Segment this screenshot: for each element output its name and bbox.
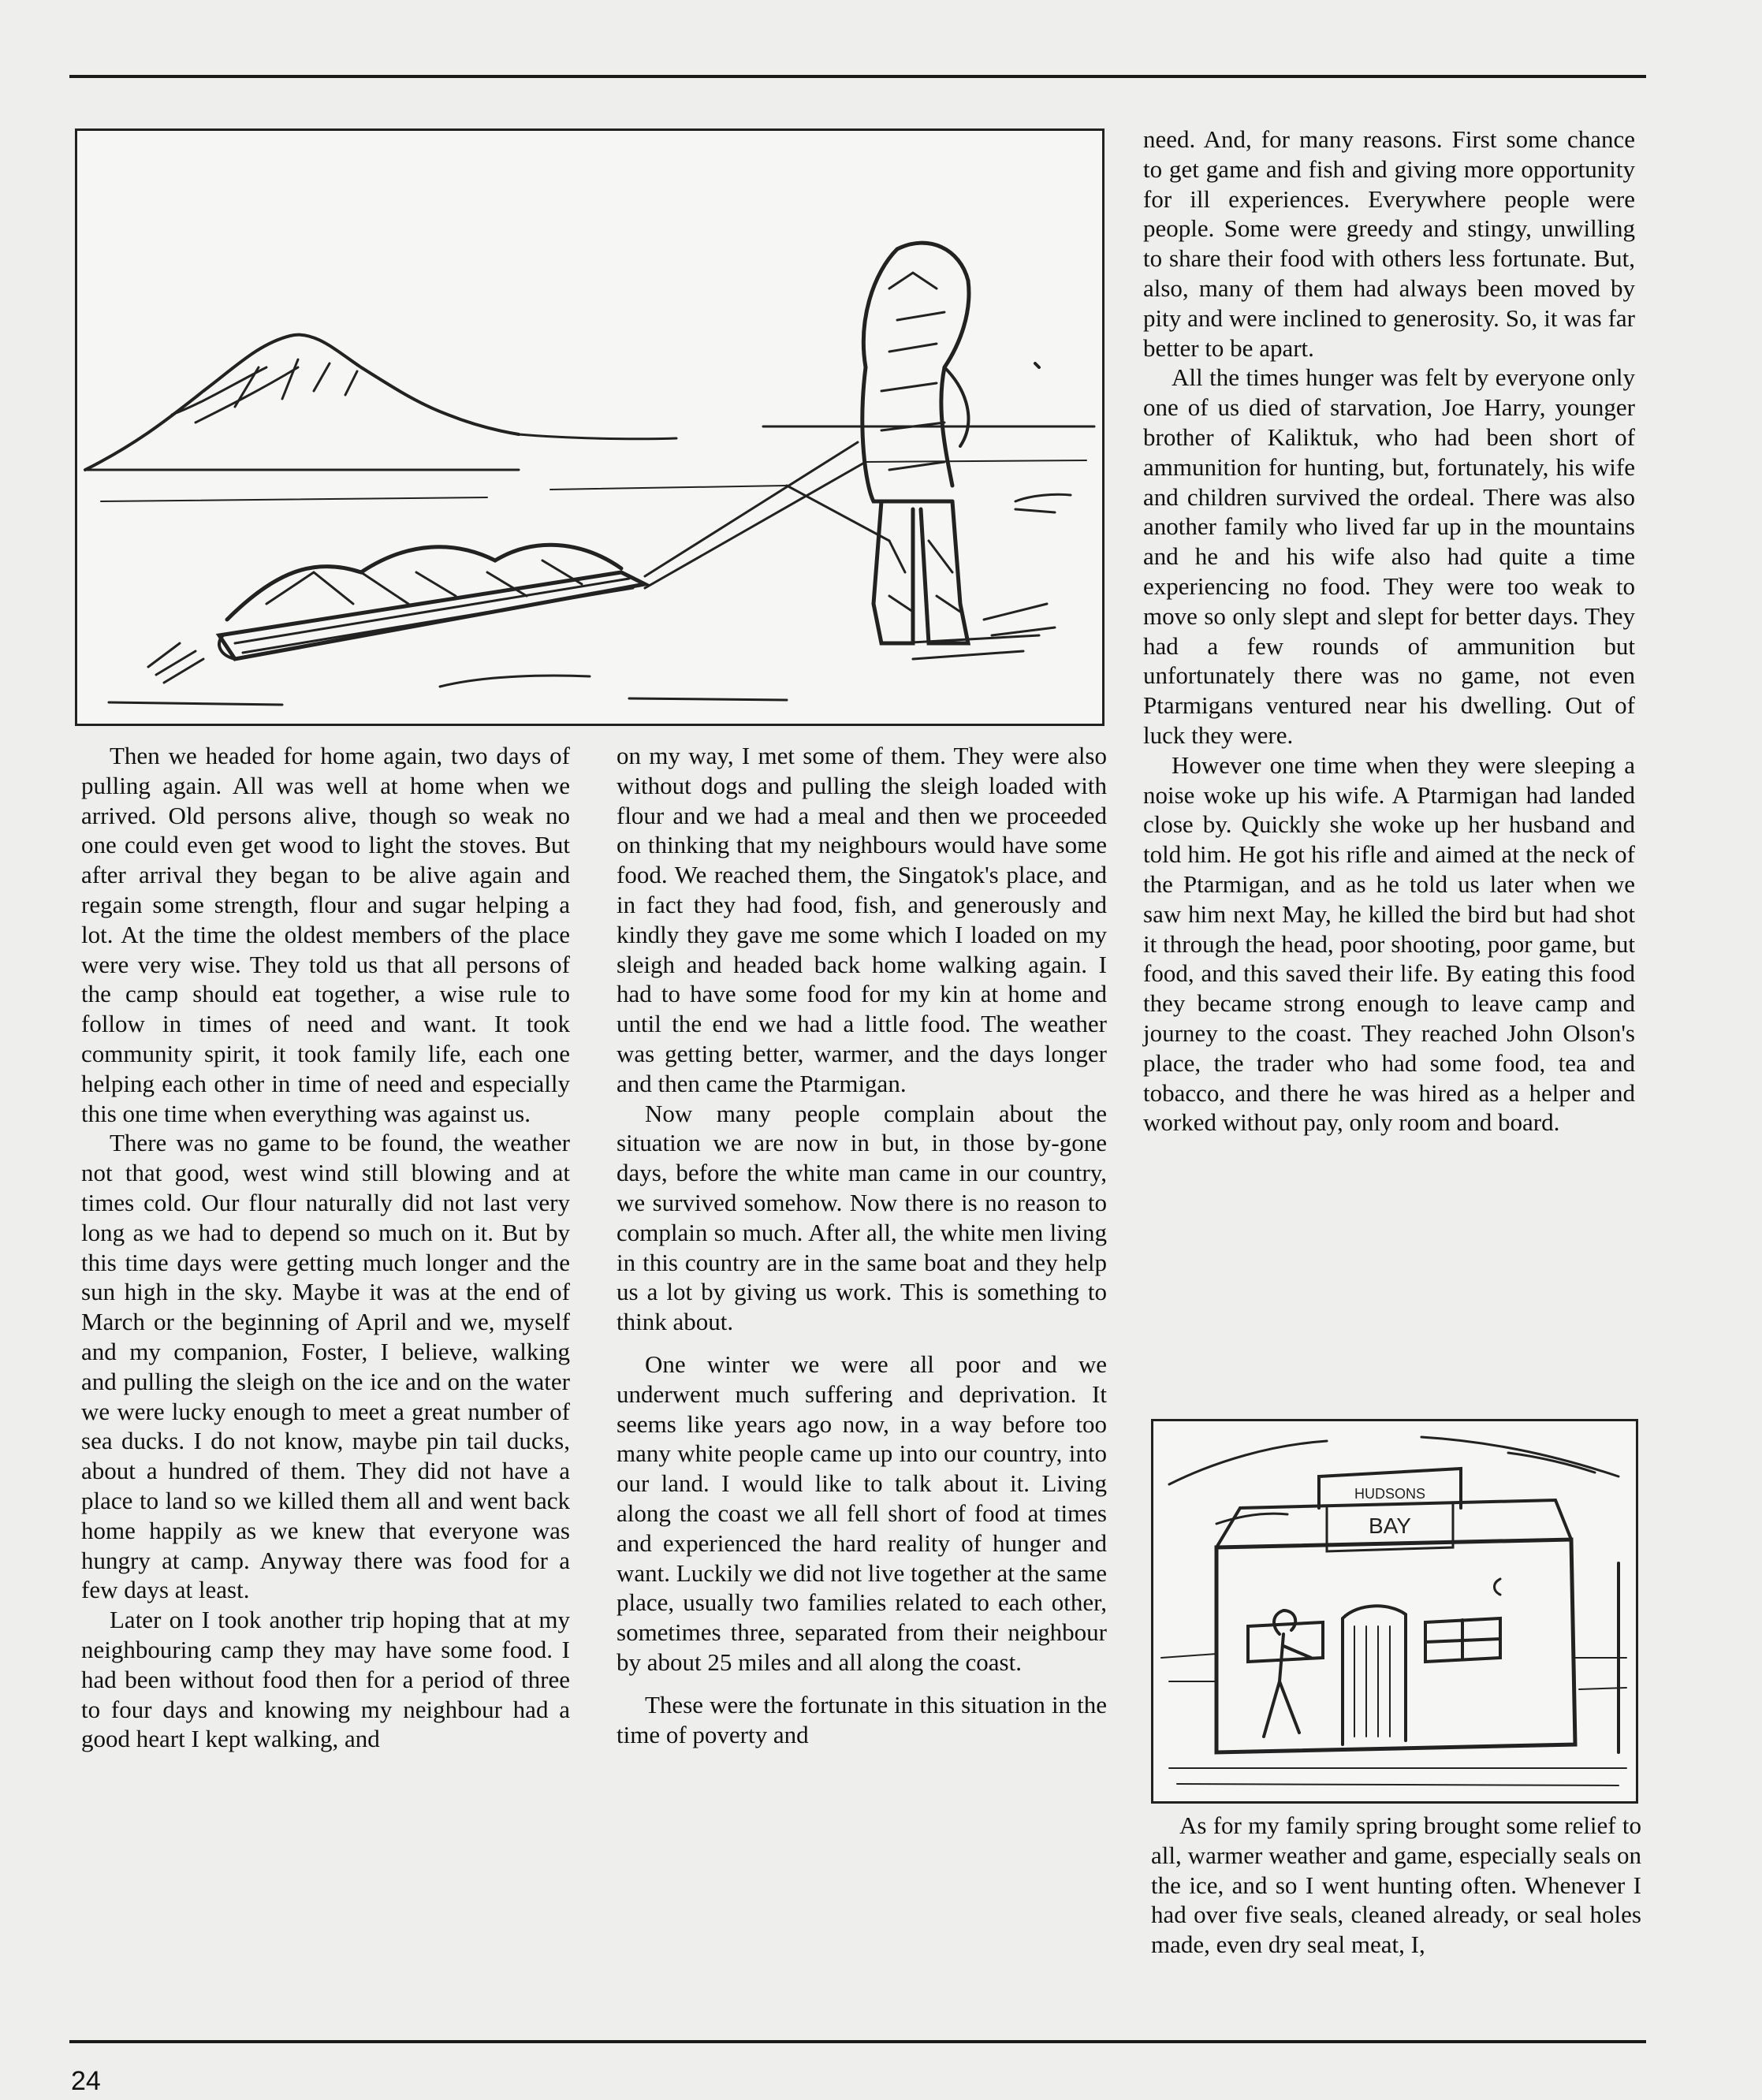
store-sign-line1: HUDSONS: [1354, 1486, 1426, 1502]
paragraph: need. And, for many reasons. First some chance to get game and fish and giving more opportunity for ill experiences. Everywhere people were people. Some were greedy and stingy, unwilling to share their food with others less fortunate. But, also, many of them had always been moved by pity and were inclined to generosity. So, it was far better to be apart.: [1143, 125, 1635, 362]
column-middle: [617, 741, 1107, 1749]
sled-hauler-icon: [77, 131, 1102, 724]
column-left: [81, 741, 570, 1754]
paragraph: However one time when they were sleeping a noise woke up his wife. A Ptarmigan had landed close by. Quickly she woke up her husband and told him. He got his rifle and aimed at the neck of the Ptarmigan, and as he told us later when we saw him next May, he killed the bird but had shot it through the head, poor shooting, poor game, but food, and this saved their life. By eating this food they became strong enough to leave camp and journey to the coast. They reached John Olson's place, the trader who had some food, tea and tobacco, and there he was hired as a helper and worked without pay, only room and board.: [1143, 750, 1635, 1137]
paragraph: These were the fortunate in this situation in the time of poverty and: [617, 1690, 1107, 1748]
paragraph: Then we headed for home again, two days of pulling again. All was well at home when we arrived. Old persons alive, though so weak no one could even get wood to light the stoves. But after arrival they began to be alive again and regain some strength, flour and sugar helping a lot. At the time the oldest members of the place were very wise. They told us that all persons of the camp should eat together, a wise rule to follow in times of need and want. It took community spirit, it took family life, each one helping each other in time of need and especially this one time when everything was against us.: [81, 742, 570, 1127]
paragraph: All the times hunger was felt by everyone only one of us died of starvation, Joe Harry, younger brother of Kaliktuk, who had been short of ammunition for hunting, but, fortunately, his wife and children survived the ordeal. There was also another family who lived far up in the mountains and he and his wife also had quite a time experiencing no food. They were too weak to move so only slept and slept for better days. They had a few rounds of ammunition but unfortunately there was no game, not even Ptarmigans ventured near his dwelling. Out of luck they were.: [1143, 363, 1635, 749]
paragraph: As for my family spring brought some relief to all, warmer weather and game, especially seals on the ice, and so I went hunting often. Whenever I had over five seals, cleaned already, or seal holes made, even dry seal meat, I,: [1151, 1811, 1641, 1959]
paragraph: There was no game to be found, the weather not that good, west wind still blowing and at times cold. Our flour naturally did not last very long as we had to depend so much on it. But by this time days were getting much longer and the sun high in the sky. Maybe it was at the end of March or the beginning of April and we, myself and my companion, Foster, I believe, walking and pulling the sleigh on the ice and on the water we were lucky enough to meet a great number of sea ducks. I do not know, maybe pin tail ducks, about a hundred of them. They did not have a place to land so we killed them all and went back home happily as we knew that everyone was hungry at camp. Anyway there was food for a few days at least.: [81, 1129, 570, 1604]
store-illustration: [1151, 1419, 1638, 1804]
paragraph: One winter we were all poor and we underwent much suffering and deprivation. It seems like years ago now, in a way before too many white people came up into our country, into our land. I would like to talk about it. Living along the coast we all fell short of food at times and experienced the hard reality of hunger and want. Luckily we did not live together at the same place, usually two families related to each other, sometimes three, separated from their neighbour by about 25 miles and all along the coast.: [617, 1350, 1107, 1676]
paragraph: on my way, I met some of them. They were also without dogs and pulling the sleigh loaded with flour and we had a meal and then we proceeded on thinking that my neighbours would have some food. We reached them, the Singatok's place, and in fact they had food, fish, and generously and kindly they gave me some which I loaded on my sleigh and headed back home walking again. I had to have some food for my kin at home and until the end we had a little food. The weather was getting better, warmer, and the days longer and then came the Ptarmigan.: [617, 742, 1107, 1097]
sled-illustration: [75, 128, 1105, 726]
bottom-rule: [69, 2040, 1646, 2043]
paragraph: Later on I took another trip hoping that at my neighbouring camp they may have some food. I had been without food then for a period of three to four days and knowing my neighbour had a good heart I kept walking, and: [81, 1606, 570, 1753]
page-number: 24: [71, 2066, 101, 2096]
store-sign-line2: BAY: [1369, 1514, 1411, 1538]
column-right: [1143, 125, 1635, 1138]
column-right-bottom: [1151, 1811, 1641, 1960]
top-rule: [69, 75, 1646, 78]
paragraph: Now many people complain about the situation we are now in but, in those by-gone days, before the white man came in our country, we survived somehow. Now there is no reason to complain so much. After all, the white men living in this country are in the same boat and they help us a lot by giving us work. This is something to think about.: [617, 1099, 1107, 1336]
